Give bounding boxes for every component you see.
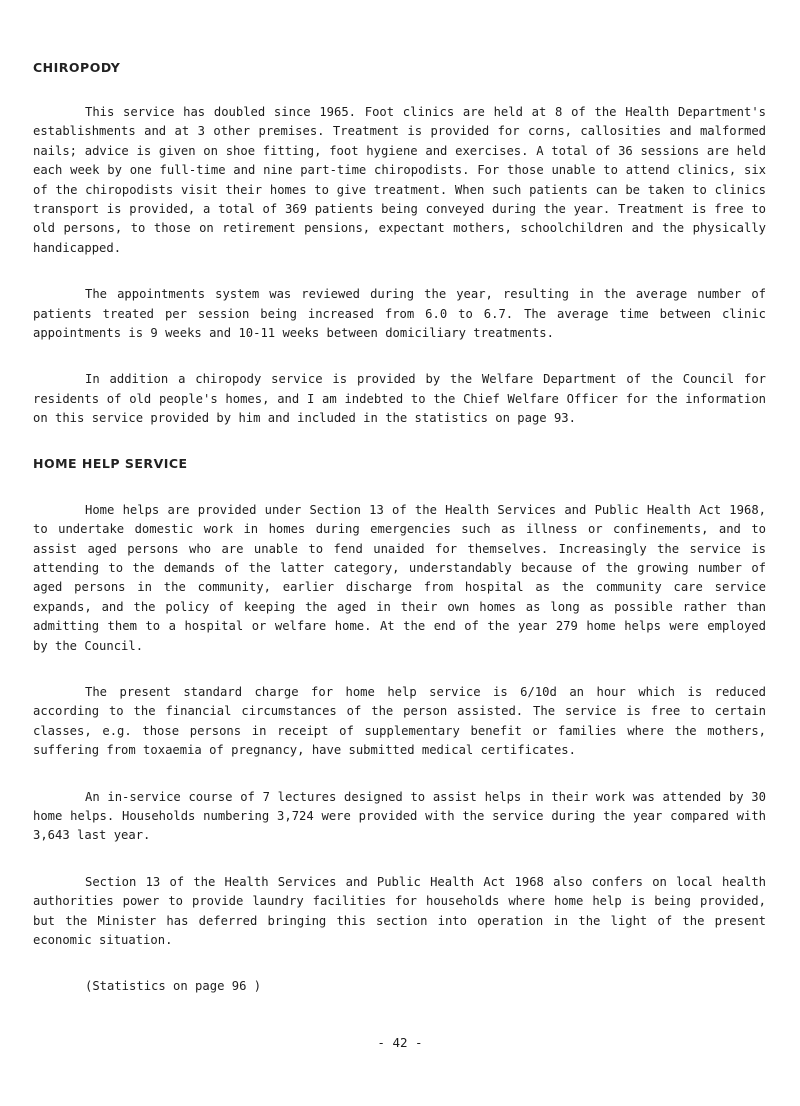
- heading-home-help-service: HOME HELP SERVICE: [33, 455, 188, 471]
- home-help-paragraph-2: The present standard charge for home help service is 6/10d an hour which is reduced according to the financial circumstances of the person assisted. The service is free to certain classes, e.g. those persons in receipt of supplementary benefit or families where the mothers, suffering from toxaemia of pregnancy, have submitted medical certificates.: [33, 684, 766, 758]
- chiropody-paragraph-3: In addition a chiropody service is provided by the Welfare Department of the Council for residents of old people's homes, and I am indebted to the Chief Welfare Officer for the information on this service provided by him and included in the statistics on page 93.: [33, 372, 766, 426]
- home-help-paragraph-4: Section 13 of the Health Services and Public Health Act 1968 also confers on local health authorities power to provide laundry facilities for households where home help is being provided, but the Minister has deferred bringing this section into operation in the light of the present economic situation.: [33, 874, 766, 947]
- chiropody-paragraph-2: The appointments system was reviewed during the year, resulting in the average number of patients treated per session being increased from 6.0 to 6.7. The average time between clinic appointments is 9 weeks and 10-11 weeks between domiciliary treatments.: [33, 287, 766, 341]
- home-help-paragraph-1: Home helps are provided under Section 13 of the Health Services and Public Health Act 1968, to undertake domestic work in homes during emergencies such as illness or confinements, and to assist aged persons who are unable to fend unaided for themselves. Increasingly the service is attending to the demands of the latter category, understandably because of the growing number of aged persons in the community, earlier discharge from hospital as the community care service expands, and the policy of keeping the aged in their own homes as long as possible rather than admitting them to a hospital or welfare home. At the end of the year 279 home helps were employed by the Council.: [33, 502, 766, 653]
- page-number: - 42 -: [377, 1035, 423, 1050]
- chiropody-paragraph-1: This service has doubled since 1965. Foot clinics are held at 8 of the Health Department's establishments and at 3 other premises. Treatment is provided for corns, callosities and malformed nails; advice is given on shoe fitting, foot hygiene and exercises. A total of 36 sessions are held each week by one full-time and nine part-time chiropodists. For those unable to attend clinics, six of the chiropodists visit their homes to give treatment. When such patients can be taken to clinics transport is provided, a total of 369 patients being conveyed during the year. Treatment is free to old persons, to those on retirement pensions, expectant mothers, schoolchildren and the physically handicapped.: [33, 105, 766, 255]
- heading-chiropody: CHIROPODY: [33, 60, 121, 75]
- home-help-paragraph-3: An in-service course of 7 lectures designed to assist helps in their work was attended by 30 home helps. Households numbering 3,724 were provided with the service during the year compared with 3,643 last year.: [33, 789, 766, 843]
- statistics-note: (Statistics on page 96 ): [85, 979, 262, 994]
